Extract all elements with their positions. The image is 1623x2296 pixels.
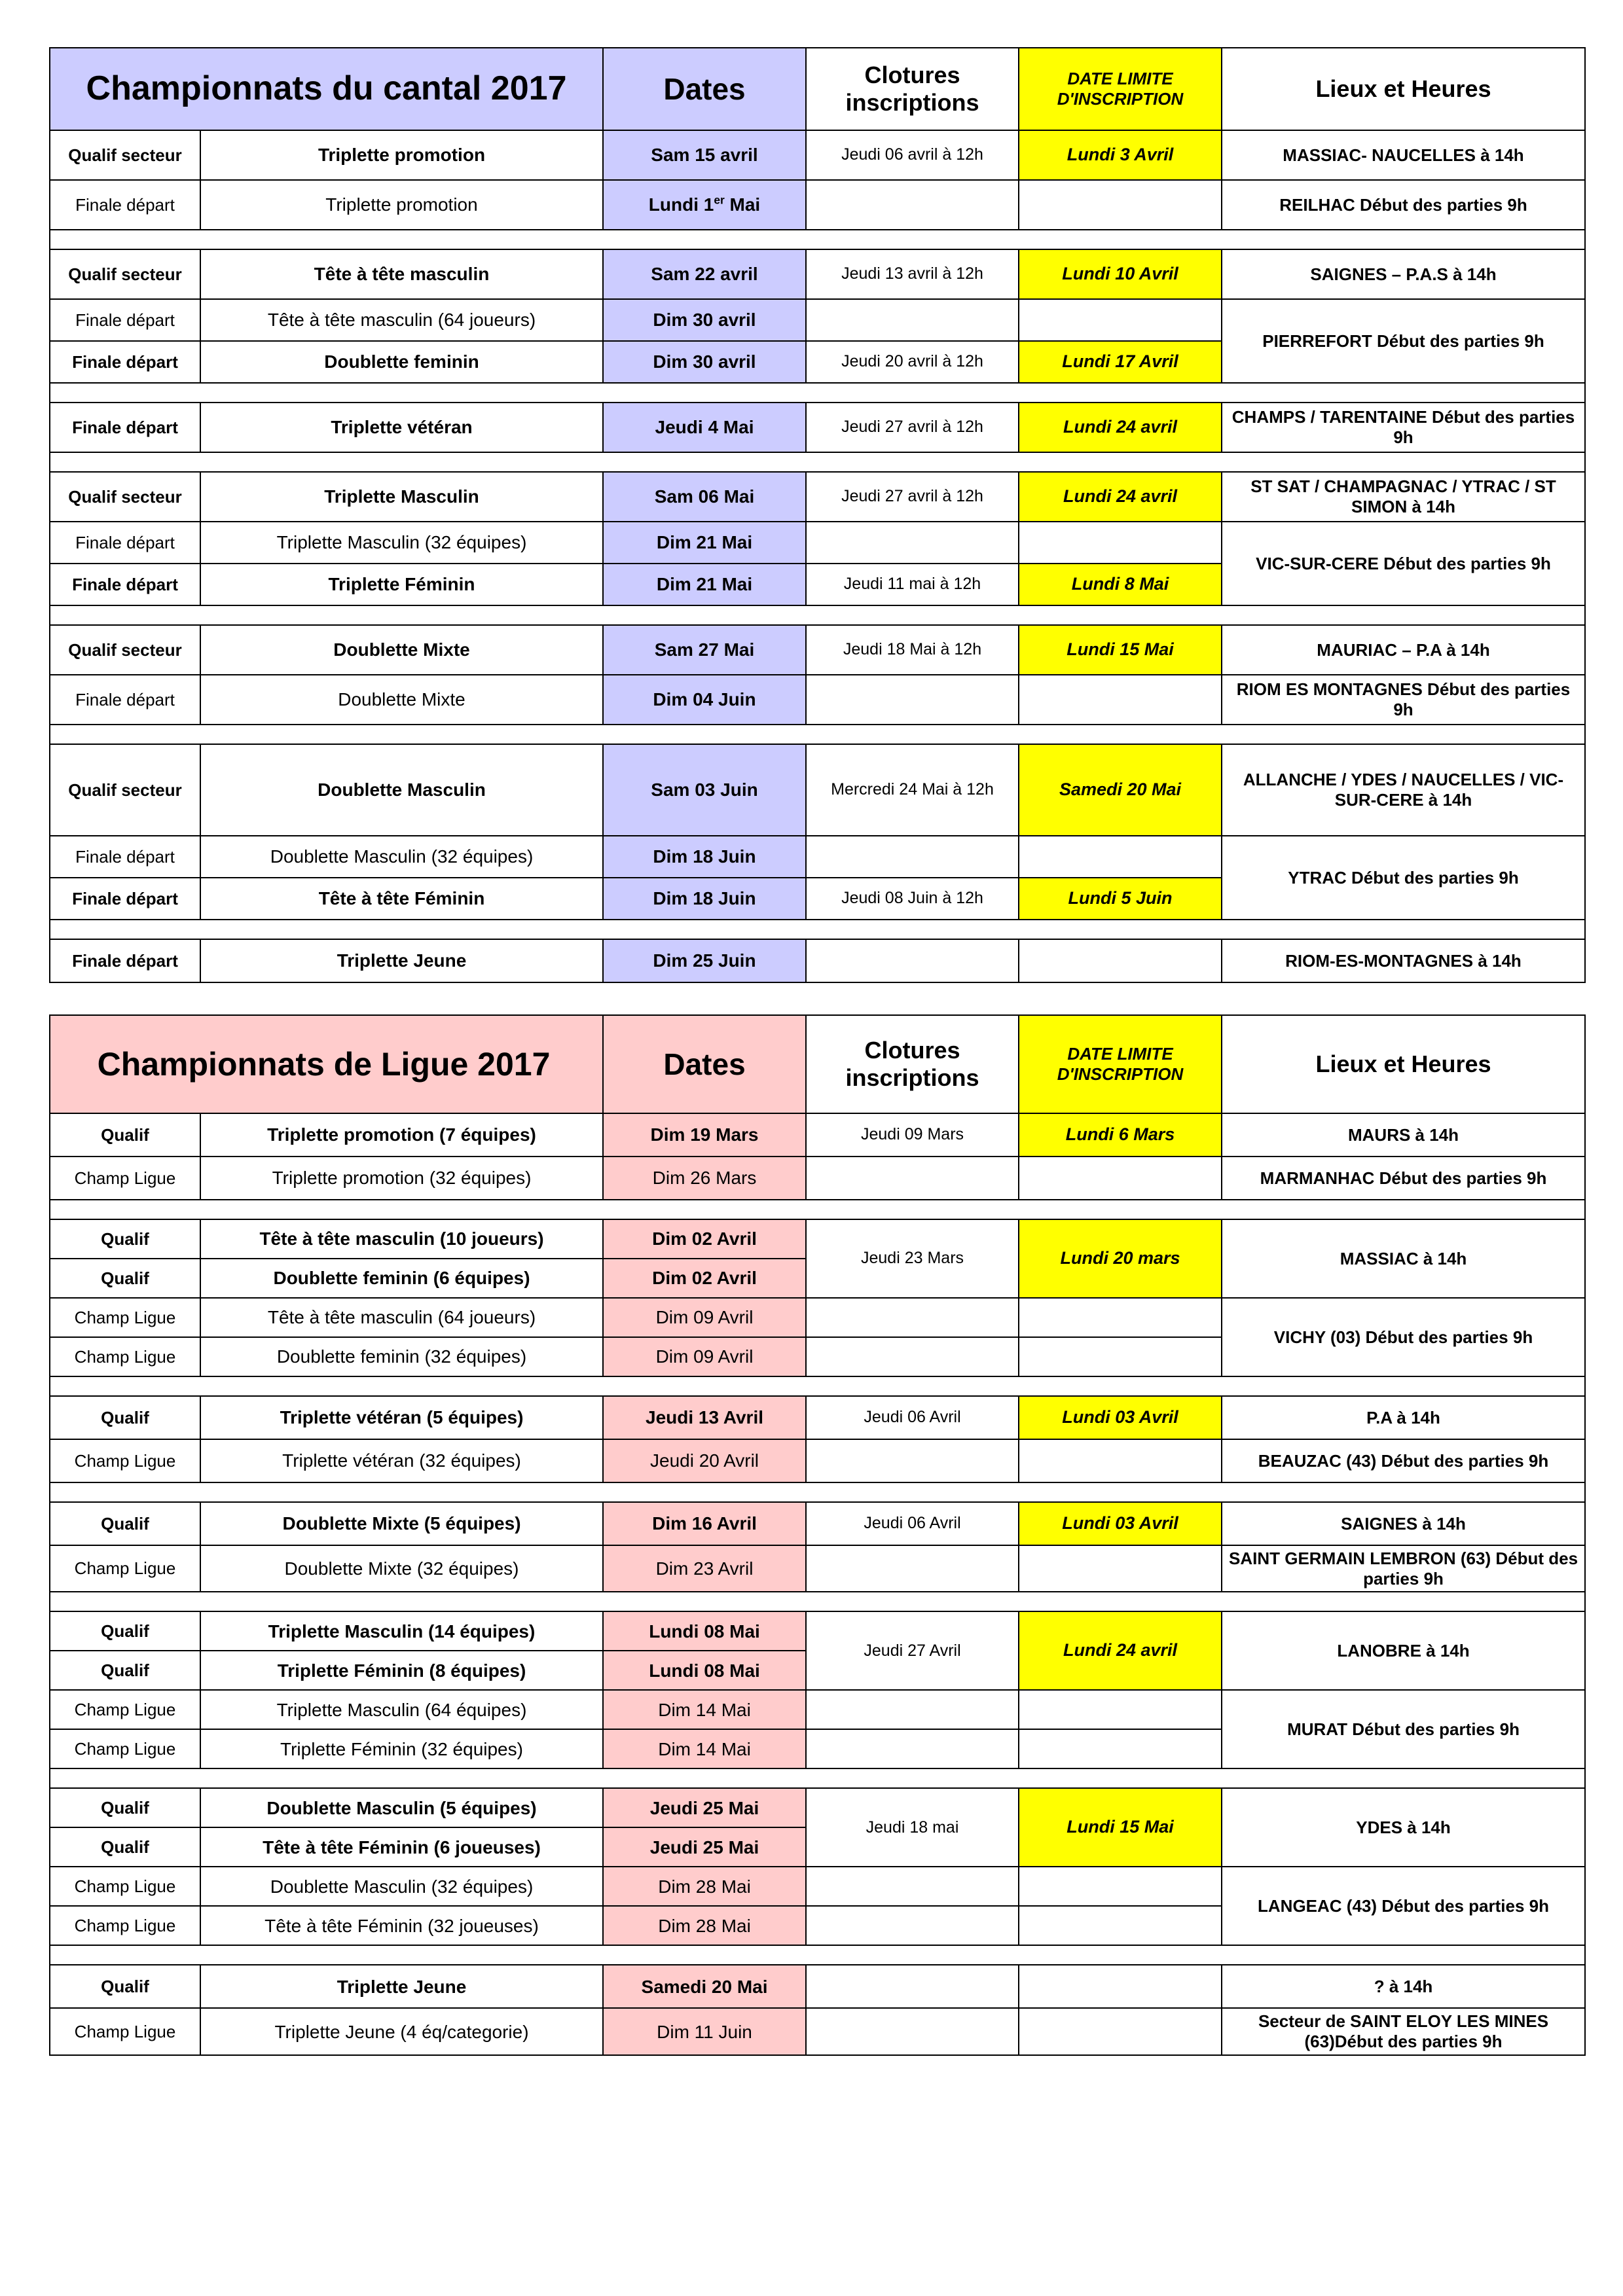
cell-lieu: P.A à 14h (1222, 1396, 1585, 1439)
cell-event: Triplette Féminin (32 équipes) (200, 1729, 603, 1768)
table-row (50, 299, 1585, 341)
cell-event: Doublette feminin (32 équipes) (200, 1337, 603, 1376)
cell-phase: Qualif secteur (50, 249, 200, 299)
cell-lieu: REILHAC Début des parties 9h (1222, 180, 1585, 230)
cell-date: Dim 04 Juin (603, 675, 806, 725)
table-separator (49, 983, 1584, 1014)
table-title: Championnats de Ligue 2017 (50, 1015, 603, 1113)
cell-clotures (806, 1729, 1019, 1768)
cell-date: Dim 19 Mars (603, 1113, 806, 1157)
cell-event: Doublette Masculin (32 équipes) (200, 1867, 603, 1906)
table-row (50, 1611, 1585, 1651)
table-row (50, 1113, 1585, 1157)
cell-phase: Champ Ligue (50, 1157, 200, 1200)
cell-clotures: Jeudi 13 avril à 12h (806, 249, 1019, 299)
table-row (50, 180, 1585, 230)
column-header-clotures: Clotures inscriptions (806, 48, 1019, 130)
cell-phase: Qualif secteur (50, 130, 200, 180)
table-row (50, 2008, 1585, 2054)
cell-clotures: Jeudi 08 Juin à 12h (806, 878, 1019, 920)
cell-event: Triplette promotion (200, 180, 603, 230)
cell-date-limite (1019, 1690, 1222, 1729)
cell-lieu: VIC-SUR-CERE Début des parties 9h (1222, 522, 1585, 605)
cell-date-limite: Lundi 24 avril (1019, 1611, 1222, 1690)
spacer-row (50, 230, 1585, 249)
cell-date: Lundi 08 Mai (603, 1611, 806, 1651)
cell-event: Doublette Masculin (200, 744, 603, 836)
column-header-date-limite: DATE LIMITE D'INSCRIPTION (1019, 1015, 1222, 1113)
spacer-row (50, 1945, 1585, 1965)
cell-event: Doublette feminin (6 équipes) (200, 1259, 603, 1298)
cell-lieu: MAURIAC – P.A à 14h (1222, 625, 1585, 675)
column-header-dates: Dates (603, 48, 806, 130)
cell-phase: Champ Ligue (50, 1690, 200, 1729)
table-row (50, 1396, 1585, 1439)
cell-date: Sam 03 Juin (603, 744, 806, 836)
cell-event: Triplette Masculin (32 équipes) (200, 522, 603, 564)
cell-phase: Finale départ (50, 522, 200, 564)
cell-phase: Qualif secteur (50, 472, 200, 522)
cell-clotures: Jeudi 27 Avril (806, 1611, 1019, 1690)
cell-date: Sam 22 avril (603, 249, 806, 299)
cell-phase: Finale départ (50, 878, 200, 920)
spacer-cell (50, 383, 1585, 403)
table-row (50, 1690, 1585, 1729)
cell-event: Triplette Masculin (200, 472, 603, 522)
cell-date-limite (1019, 1545, 1222, 1592)
cell-date-limite (1019, 1157, 1222, 1200)
cell-date-limite: Lundi 03 Avril (1019, 1502, 1222, 1545)
cell-date: Sam 15 avril (603, 130, 806, 180)
table-title: Championnats du cantal 2017 (50, 48, 603, 130)
spacer-row (50, 452, 1585, 472)
cell-date-limite (1019, 1729, 1222, 1768)
cell-phase: Finale départ (50, 564, 200, 605)
cell-lieu: BEAUZAC (43) Début des parties 9h (1222, 1439, 1585, 1482)
cell-event: Tête à tête masculin (64 joueurs) (200, 299, 603, 341)
cell-clotures (806, 836, 1019, 878)
spacer-cell (50, 605, 1585, 625)
cell-date-limite: Lundi 3 Avril (1019, 130, 1222, 180)
cell-date-limite: Lundi 17 Avril (1019, 341, 1222, 383)
table-row (50, 1788, 1585, 1827)
table-row (50, 522, 1585, 564)
cell-date-limite: Lundi 10 Avril (1019, 249, 1222, 299)
table-row (50, 1219, 1585, 1259)
cell-lieu: ? à 14h (1222, 1965, 1585, 2008)
cell-date: Dim 21 Mai (603, 522, 806, 564)
cell-event: Doublette Mixte (32 équipes) (200, 1545, 603, 1592)
cell-phase: Champ Ligue (50, 1337, 200, 1376)
cell-clotures: Jeudi 09 Mars (806, 1113, 1019, 1157)
cell-date: Jeudi 20 Avril (603, 1439, 806, 1482)
cell-phase: Qualif secteur (50, 744, 200, 836)
cell-date: Dim 09 Avril (603, 1337, 806, 1376)
cell-clotures (806, 2008, 1019, 2054)
spacer-row (50, 1592, 1585, 1611)
spacer-cell (50, 1592, 1585, 1611)
cell-event: Triplette Féminin (200, 564, 603, 605)
cell-phase: Champ Ligue (50, 1545, 200, 1592)
column-header-lieux: Lieux et Heures (1222, 48, 1585, 130)
spacer-cell (50, 1768, 1585, 1788)
cell-event: Triplette Masculin (14 équipes) (200, 1611, 603, 1651)
cell-date: Dim 18 Juin (603, 878, 806, 920)
cell-date: Dim 26 Mars (603, 1157, 806, 1200)
cell-date-limite (1019, 1439, 1222, 1482)
table-row (50, 675, 1585, 725)
table-row (50, 836, 1585, 878)
cell-event: Tête à tête masculin (64 joueurs) (200, 1298, 603, 1337)
spacer-cell (50, 230, 1585, 249)
cell-clotures: Jeudi 23 Mars (806, 1219, 1019, 1298)
cell-phase: Champ Ligue (50, 1439, 200, 1482)
cell-phase: Qualif (50, 1219, 200, 1259)
cell-event: Triplette promotion (32 équipes) (200, 1157, 603, 1200)
cell-date: Lundi 08 Mai (603, 1651, 806, 1690)
cell-date-limite (1019, 180, 1222, 230)
table-row (50, 249, 1585, 299)
cell-date: Dim 02 Avril (603, 1259, 806, 1298)
cell-phase: Qualif (50, 1611, 200, 1651)
cell-date: Dim 21 Mai (603, 564, 806, 605)
cell-clotures: Jeudi 18 Mai à 12h (806, 625, 1019, 675)
table-row (50, 1545, 1585, 1592)
cell-date: Jeudi 25 Mai (603, 1827, 806, 1867)
cell-date: Dim 11 Juin (603, 2008, 806, 2054)
spacer-row (50, 920, 1585, 939)
cell-date: Jeudi 13 Avril (603, 1396, 806, 1439)
cell-date-limite: Lundi 8 Mai (1019, 564, 1222, 605)
cell-clotures: Jeudi 06 Avril (806, 1396, 1019, 1439)
cell-event: Doublette feminin (200, 341, 603, 383)
cell-lieu: Secteur de SAINT ELOY LES MINES (63)Début des parties 9h (1222, 2008, 1585, 2054)
table-header-row (50, 48, 1585, 130)
spacer-row (50, 1200, 1585, 1219)
cell-phase: Qualif (50, 1651, 200, 1690)
cell-clotures (806, 1965, 1019, 2008)
cell-event: Triplette promotion (7 équipes) (200, 1113, 603, 1157)
table-row (50, 1965, 1585, 2008)
cell-clotures (806, 939, 1019, 982)
cell-clotures: Jeudi 11 mai à 12h (806, 564, 1019, 605)
cell-date: Jeudi 25 Mai (603, 1788, 806, 1827)
cell-event: Doublette Mixte (5 équipes) (200, 1502, 603, 1545)
cell-phase: Qualif (50, 1502, 200, 1545)
cell-clotures: Jeudi 20 avril à 12h (806, 341, 1019, 383)
cell-date: Dim 25 Juin (603, 939, 806, 982)
cell-event: Doublette Mixte (200, 675, 603, 725)
cell-date: Jeudi 4 Mai (603, 403, 806, 452)
table-row (50, 130, 1585, 180)
cell-clotures (806, 1298, 1019, 1337)
cell-lieu: LANGEAC (43) Début des parties 9h (1222, 1867, 1585, 1945)
spacer-cell (50, 1376, 1585, 1396)
cell-lieu: PIERREFORT Début des parties 9h (1222, 299, 1585, 383)
cell-date: Dim 14 Mai (603, 1690, 806, 1729)
cell-event: Tête à tête Féminin (32 joueuses) (200, 1906, 603, 1945)
cell-clotures: Jeudi 06 Avril (806, 1502, 1019, 1545)
table-row (50, 1439, 1585, 1482)
cell-phase: Finale départ (50, 675, 200, 725)
cell-lieu: RIOM ES MONTAGNES Début des parties 9h (1222, 675, 1585, 725)
cell-phase: Qualif (50, 1965, 200, 2008)
cell-date: Dim 02 Avril (603, 1219, 806, 1259)
table-row (50, 939, 1585, 982)
cell-lieu: MARMANHAC Début des parties 9h (1222, 1157, 1585, 1200)
table-header-row (50, 1015, 1585, 1113)
cell-date-limite: Lundi 6 Mars (1019, 1113, 1222, 1157)
cell-phase: Qualif (50, 1827, 200, 1867)
cell-clotures (806, 1906, 1019, 1945)
cell-clotures (806, 1337, 1019, 1376)
table-row (50, 1867, 1585, 1906)
table-row (50, 625, 1585, 675)
cell-lieu: MASSIAC à 14h (1222, 1219, 1585, 1298)
cell-date-limite (1019, 2008, 1222, 2054)
cell-event: Triplette vétéran (200, 403, 603, 452)
column-header-clotures: Clotures inscriptions (806, 1015, 1019, 1113)
cell-date-limite (1019, 836, 1222, 878)
cell-date-limite: Lundi 20 mars (1019, 1219, 1222, 1298)
cell-lieu: ALLANCHE / YDES / NAUCELLES / VIC-SUR-CERE à 14h (1222, 744, 1585, 836)
cell-phase: Qualif (50, 1788, 200, 1827)
cell-date-limite (1019, 675, 1222, 725)
cell-date-limite: Lundi 03 Avril (1019, 1396, 1222, 1439)
cell-date: Samedi 20 Mai (603, 1965, 806, 2008)
cell-event: Triplette Jeune (200, 1965, 603, 2008)
cell-phase: Finale départ (50, 939, 200, 982)
cell-date: Dim 30 avril (603, 341, 806, 383)
column-header-date-limite: DATE LIMITE D'INSCRIPTION (1019, 48, 1222, 130)
cell-lieu: ST SAT / CHAMPAGNAC / YTRAC / ST SIMON à 14h (1222, 472, 1585, 522)
cell-clotures (806, 1439, 1019, 1482)
cell-date-limite (1019, 299, 1222, 341)
cell-clotures (806, 299, 1019, 341)
cell-clotures (806, 1545, 1019, 1592)
cell-event: Triplette Jeune (200, 939, 603, 982)
cell-phase: Champ Ligue (50, 1906, 200, 1945)
cell-clotures (806, 522, 1019, 564)
cell-date: Sam 06 Mai (603, 472, 806, 522)
table-row (50, 403, 1585, 452)
cell-lieu: LANOBRE à 14h (1222, 1611, 1585, 1690)
cell-lieu: CHAMPS / TARENTAINE Début des parties 9h (1222, 403, 1585, 452)
cell-event: Triplette promotion (200, 130, 603, 180)
cell-clotures (806, 180, 1019, 230)
column-header-dates: Dates (603, 1015, 806, 1113)
cell-phase: Finale départ (50, 341, 200, 383)
cell-date-limite: Lundi 5 Juin (1019, 878, 1222, 920)
cell-date-limite (1019, 1298, 1222, 1337)
spacer-row (50, 605, 1585, 625)
cell-lieu: SAIGNES – P.A.S à 14h (1222, 249, 1585, 299)
cell-date: Dim 16 Avril (603, 1502, 806, 1545)
cell-lieu: YDES à 14h (1222, 1788, 1585, 1867)
cell-lieu: MAURS à 14h (1222, 1113, 1585, 1157)
spacer-row (50, 725, 1585, 744)
cell-phase: Finale départ (50, 836, 200, 878)
cell-event: Doublette Mixte (200, 625, 603, 675)
cell-event: Triplette vétéran (32 équipes) (200, 1439, 603, 1482)
cell-event: Tête à tête Féminin (200, 878, 603, 920)
cell-lieu: MURAT Début des parties 9h (1222, 1690, 1585, 1768)
cell-event: Doublette Masculin (5 équipes) (200, 1788, 603, 1827)
cell-date: Dim 09 Avril (603, 1298, 806, 1337)
cell-lieu: YTRAC Début des parties 9h (1222, 836, 1585, 920)
cell-lieu: MASSIAC- NAUCELLES à 14h (1222, 130, 1585, 180)
cell-clotures (806, 1157, 1019, 1200)
spacer-row (50, 383, 1585, 403)
cell-clotures (806, 675, 1019, 725)
cell-date: Sam 27 Mai (603, 625, 806, 675)
cell-phase: Qualif (50, 1113, 200, 1157)
spacer-cell (50, 1945, 1585, 1965)
cell-date: Lundi 1er Mai (603, 180, 806, 230)
cell-date: Dim 28 Mai (603, 1867, 806, 1906)
table-row (50, 1157, 1585, 1200)
cell-phase: Finale départ (50, 403, 200, 452)
cantal-schedule-table (49, 47, 1586, 983)
cell-date: Dim 18 Juin (603, 836, 806, 878)
cell-event: Tête à tête masculin (200, 249, 603, 299)
cell-date: Dim 23 Avril (603, 1545, 806, 1592)
spacer-row (50, 1768, 1585, 1788)
cell-date: Dim 28 Mai (603, 1906, 806, 1945)
cell-date-limite: Lundi 24 avril (1019, 403, 1222, 452)
cell-phase: Finale départ (50, 180, 200, 230)
cell-event: Tête à tête masculin (10 joueurs) (200, 1219, 603, 1259)
column-header-lieux: Lieux et Heures (1222, 1015, 1585, 1113)
cell-date-limite: Lundi 24 avril (1019, 472, 1222, 522)
cell-phase: Champ Ligue (50, 1298, 200, 1337)
cell-event: Triplette vétéran (5 équipes) (200, 1396, 603, 1439)
cell-event: Triplette Féminin (8 équipes) (200, 1651, 603, 1690)
cell-date: Dim 30 avril (603, 299, 806, 341)
cell-date-limite: Samedi 20 Mai (1019, 744, 1222, 836)
cell-date-limite: Lundi 15 Mai (1019, 625, 1222, 675)
cell-date-limite (1019, 1867, 1222, 1906)
cell-date-limite (1019, 1337, 1222, 1376)
cell-date-limite (1019, 1965, 1222, 2008)
cell-clotures: Jeudi 06 avril à 12h (806, 130, 1019, 180)
cell-clotures (806, 1867, 1019, 1906)
cell-clotures: Mercredi 24 Mai à 12h (806, 744, 1019, 836)
table-row (50, 744, 1585, 836)
cell-clotures: Jeudi 27 avril à 12h (806, 403, 1019, 452)
table-row (50, 472, 1585, 522)
spacer-cell (50, 920, 1585, 939)
cell-date-limite (1019, 939, 1222, 982)
cell-phase: Champ Ligue (50, 1729, 200, 1768)
cell-date-limite: Lundi 15 Mai (1019, 1788, 1222, 1867)
cell-clotures (806, 1690, 1019, 1729)
cell-event: Triplette Masculin (64 équipes) (200, 1690, 603, 1729)
cell-clotures: Jeudi 27 avril à 12h (806, 472, 1019, 522)
cell-phase: Champ Ligue (50, 2008, 200, 2054)
table-row (50, 1502, 1585, 1545)
cell-lieu: SAIGNES à 14h (1222, 1502, 1585, 1545)
cell-phase: Finale départ (50, 299, 200, 341)
cell-event: Doublette Masculin (32 équipes) (200, 836, 603, 878)
cell-clotures: Jeudi 18 mai (806, 1788, 1019, 1867)
cell-lieu: SAINT GERMAIN LEMBRON (63) Début des parties 9h (1222, 1545, 1585, 1592)
ligue-schedule-table (49, 1014, 1586, 2056)
spacer-row (50, 1376, 1585, 1396)
spacer-cell (50, 1482, 1585, 1502)
cell-phase: Qualif (50, 1396, 200, 1439)
spacer-row (50, 1482, 1585, 1502)
cell-lieu: RIOM-ES-MONTAGNES à 14h (1222, 939, 1585, 982)
cell-date: Dim 14 Mai (603, 1729, 806, 1768)
spacer-cell (50, 1200, 1585, 1219)
spacer-cell (50, 725, 1585, 744)
cell-phase: Qualif secteur (50, 625, 200, 675)
cell-lieu: VICHY (03) Début des parties 9h (1222, 1298, 1585, 1376)
cell-event: Triplette Jeune (4 éq/categorie) (200, 2008, 603, 2054)
cell-phase: Champ Ligue (50, 1867, 200, 1906)
cell-date-limite (1019, 1906, 1222, 1945)
table-row (50, 1298, 1585, 1337)
cell-phase: Qualif (50, 1259, 200, 1298)
cell-date-limite (1019, 522, 1222, 564)
spacer-cell (50, 452, 1585, 472)
cell-event: Tête à tête Féminin (6 joueuses) (200, 1827, 603, 1867)
